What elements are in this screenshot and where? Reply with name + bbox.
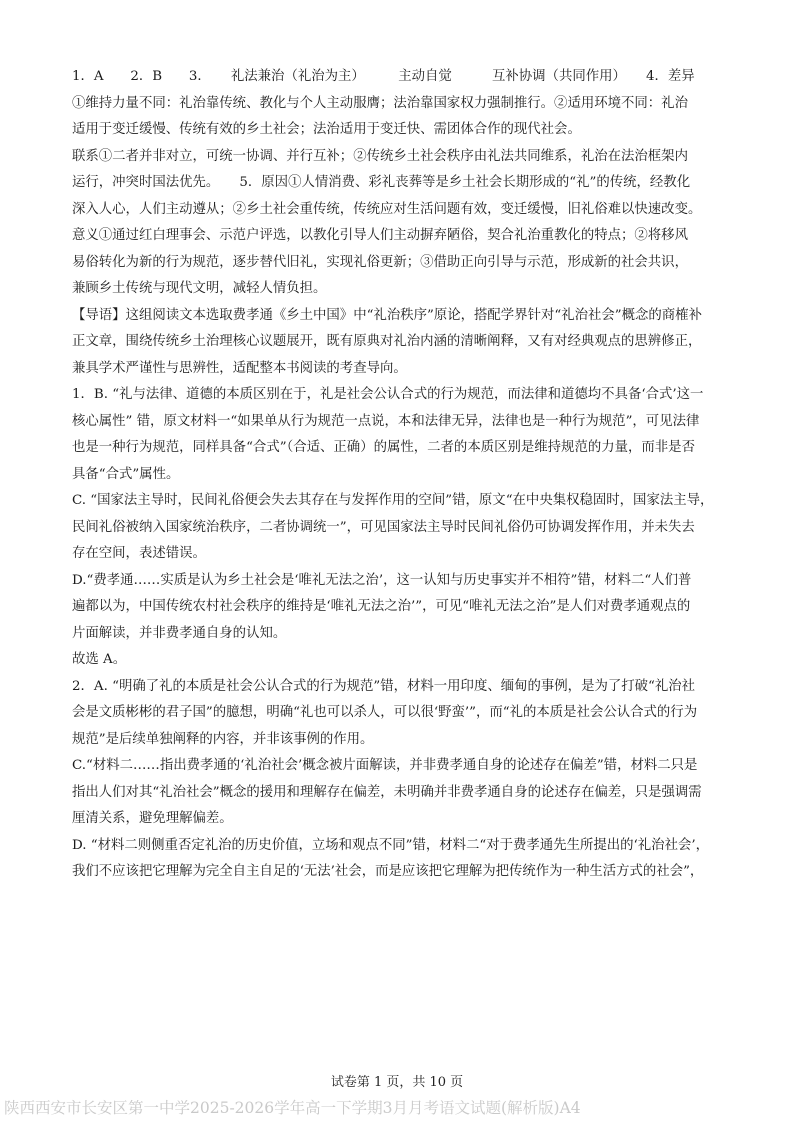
text-line: 也是一种行为规范，同样具备“合式”（合适、正确）的属性，二者的本质区别是维持规范的力量，而非是否 [72, 440, 695, 455]
text-line: 厘清关系，避免理解偏差。 [72, 811, 233, 826]
text-line: 核心属性” 错，原文材料一“如果单从行为规范一点说，本和法律无异，法律也是一种行为规范”，可见法律 [72, 413, 700, 429]
text-line: 民间礼俗被纳入国家统治秩序，二者协调统一”，可见国家法主导时民间礼俗仍可协调发挥作用，并未失去 [72, 519, 695, 535]
text-line: C.“材料二……指出费孝通的‘礼治社会’概念被片面解读，并非费孝通自身的论述存在偏差”错，材料二只是 [72, 758, 698, 773]
text-line: 易俗转化为新的行为规范，逐步替代旧礼，实现礼俗更新；③借助正向引导与示范，形成新的社会共识， [72, 254, 688, 270]
text-line: 兼顾乡土传统与现代文明，减轻人情负担。 [72, 281, 327, 296]
text-line: D. “材料二则侧重否定礼治的历史价值，立场和观点不同”错，材料二“对于费孝通先生所提出的‘礼治社会’， [72, 837, 710, 853]
text-line: 遍都以为，中国传统农村社会秩序的维持是‘唯礼无法之治’”，可见“唯礼无法之治”是人们对费孝通观点的 [72, 599, 691, 614]
text-line: 2．A. “明确了礼的本质是社会公认合式的行为规范”错，材料一用印度、缅甸的事例，是为了打破“礼治社 [72, 678, 696, 694]
text-line: 存在空间，表述错误。 [72, 546, 206, 561]
text-line: 具备“合式”属性。 [72, 466, 180, 482]
page-footer: 试卷第 1 页，共 10 页 [330, 1075, 464, 1090]
text-line: 会是文质彬彬的君子国”的臆想，明确“礼也可以杀人，可以很‘野蛮’”，而“礼的本质是社会公认合式的行为 [72, 705, 698, 720]
text-line: 适用于变迁缓慢、传统有效的乡土社会；法治适用于变迁快、需团体合作的现代社会。 [72, 122, 581, 137]
source-watermark: 陕西西安市长安区第一中学2025-2026学年高一下学期3月月考语文试题(解析版)A4 [4, 1099, 581, 1117]
text-line: 正文章，围绕传统乡土治理核心议题展开，既有原典对礼治内涵的清晰阐释，又有对经典观点的思辨修正， [72, 334, 702, 349]
text-line: 1．B. “礼与法律、道德的本质区别在于，礼是社会公认合式的行为规范，而法律和道德均不具备‘合式’这一 [72, 387, 704, 402]
text-line: 兼具学术严谨性与思辨性，适配整本书阅读的考查导向。 [72, 360, 407, 376]
text-line: 运行，冲突时国法优先。 5．原因①人情消费、彩礼丧葬等是乡土社会长期形成的“礼”的传统，经教化 [72, 175, 691, 190]
answer-analysis-body [72, 66, 724, 888]
text-line: 故选 A。 [72, 652, 127, 667]
text-line: 【导语】这组阅读文本选取费孝通《乡土中国》中“礼治秩序”原论，搭配学界针对“礼治社会”概念的商榷补 [72, 307, 702, 323]
text-line: 指出人们对其“礼治社会”概念的援用和理解存在偏差，未明确并非费孝通自身的论述存在偏差，只是强调需 [72, 784, 702, 800]
text-line: 深入人心，人们主动遵从；②乡土社会重传统，传统应对生活问题有效，变迁缓慢，旧礼俗难以快速改变。 [72, 201, 702, 217]
text-line: ①维持力量不同：礼治靠传统、教化与个人主动服膺；法治靠国家权力强制推行。②适用环境不同：礼治 [72, 95, 688, 111]
text-line: 意义①通过红白理事会、示范户评选，以教化引导人们主动摒弃陋俗，契合礼治重教化的特点；②将移风 [72, 228, 688, 243]
text-line: 片面解读，并非费孝通自身的认知。 [72, 625, 287, 641]
text-line: 1．A 2．B 3． 礼法兼治（礼治为主） 主动自觉 互补协调（共同作用） 4．差异 [72, 69, 695, 84]
text-line: C. “国家法主导时，民间礼俗便会失去其存在与发挥作用的空间”错，原文“在中央集权稳固时，国家法主导， [72, 493, 714, 508]
text-line: 规范”是后续单独阐释的内容，并非该事例的作用。 [72, 731, 374, 747]
text-line: D.“费孝通……实质是认为乡土社会是‘唯礼无法之治’，这一认知与历史事实并不相符”错，材料二“人们普 [72, 572, 692, 588]
text-line: 联系①二者并非对立，可统一协调、并行互补；②传统乡土社会秩序由礼法共同维系，礼治在法治框架内 [72, 148, 688, 164]
text-line: 我们不应该把它理解为完全自主自足的‘无法’社会，而是应该把它理解为把传统作为一种生活方式的社会”， [72, 864, 704, 879]
